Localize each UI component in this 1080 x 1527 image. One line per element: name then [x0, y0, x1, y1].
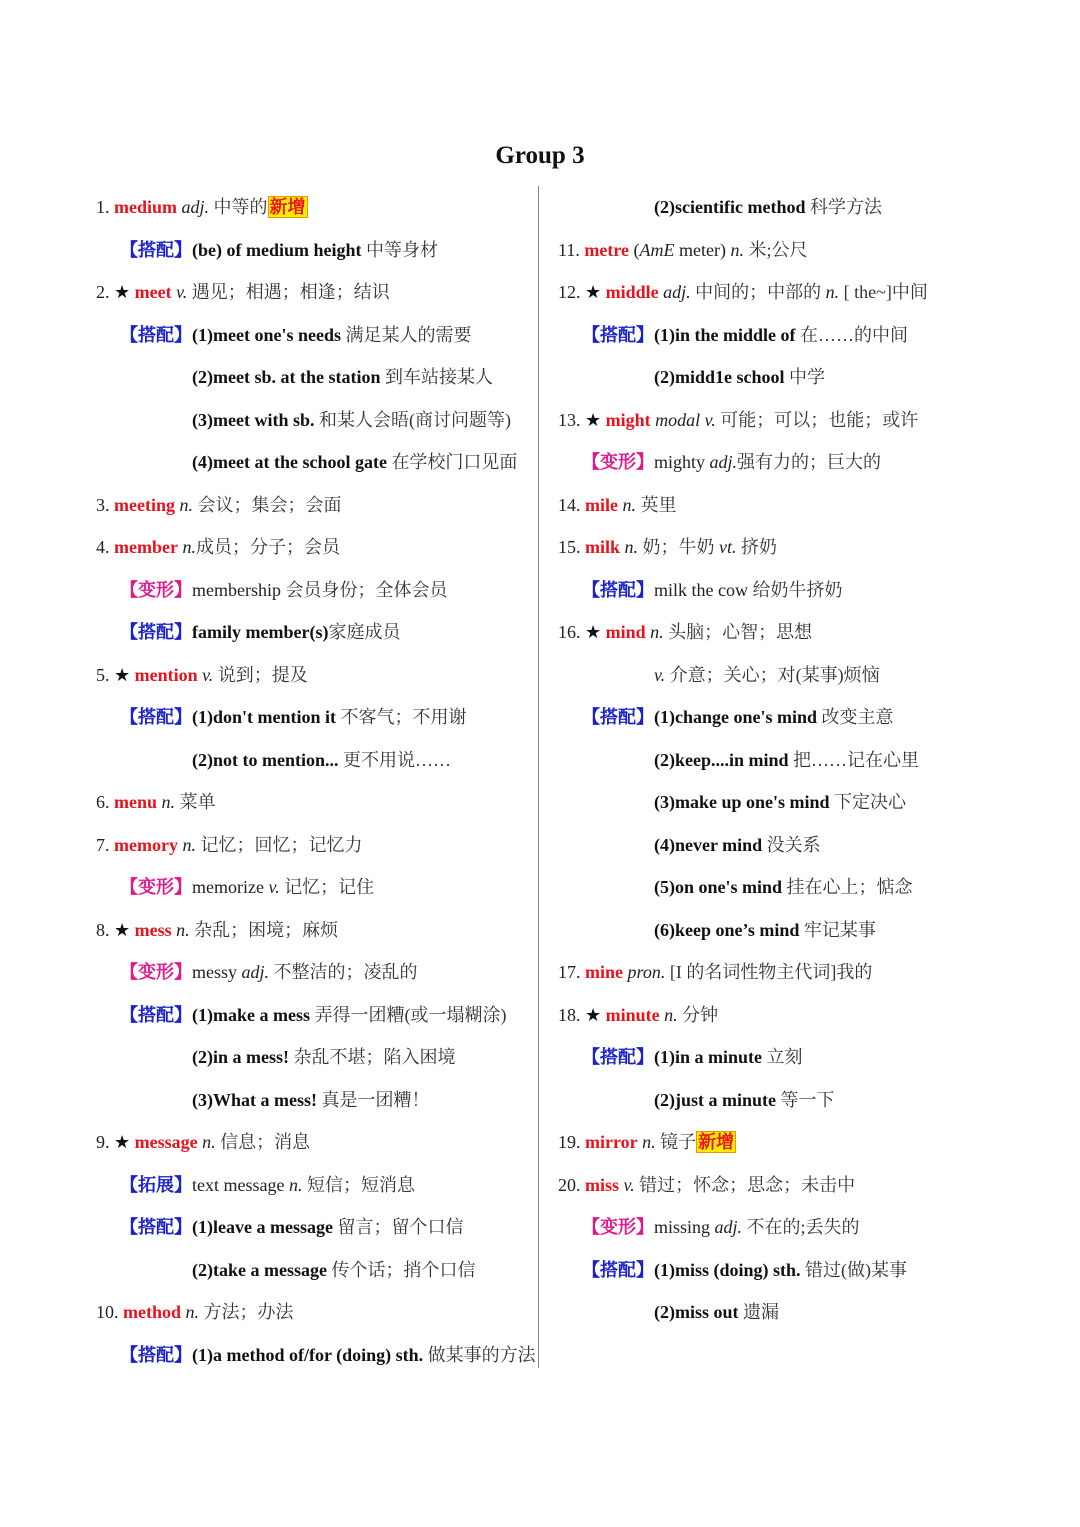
part-of-speech: n.: [825, 282, 840, 302]
definition: 中学: [784, 367, 825, 387]
headword: meet: [134, 282, 172, 302]
entry-detail: [558, 314, 1028, 357]
definition: 会员身份；全体会员: [280, 579, 448, 600]
entry-number: 16.: [558, 622, 581, 642]
headword: mirror: [585, 1132, 638, 1152]
vocab-entry: [96, 781, 532, 824]
headword: mind: [605, 622, 646, 642]
phrase: (2)not to mention...: [192, 749, 339, 770]
part-of-speech: n.: [624, 537, 639, 557]
detail-tag: 【搭配】: [582, 579, 654, 600]
part-of-speech: modal v.: [655, 409, 716, 430]
definition: 镜子: [655, 1132, 697, 1152]
headword: miss: [585, 1174, 620, 1195]
entry-detail-continuation: [96, 1079, 532, 1122]
definition: 英里: [636, 494, 677, 515]
phrase: (2)keep....in mind: [654, 749, 789, 770]
entry-number: 7.: [96, 834, 110, 855]
phrase: (6)keep one’s mind: [654, 919, 800, 940]
headword: mile: [585, 494, 618, 515]
part-of-speech: n.: [185, 1302, 199, 1322]
definition: 方法；办法: [199, 1302, 294, 1322]
phrase: (be) of medium height: [192, 239, 362, 260]
detail-tag: 【变形】: [120, 877, 192, 897]
headword: medium: [114, 197, 177, 217]
entry-detail-continuation: [558, 356, 1028, 399]
headword: mention: [134, 664, 198, 685]
phrase: (1)a method of/for (doing) sth.: [192, 1344, 424, 1365]
derived-word: mighty: [654, 452, 706, 472]
entry-detail: [558, 1249, 1028, 1292]
detail-tag: 【搭配】: [582, 707, 654, 727]
entry-number: 11.: [558, 239, 580, 260]
detail-tag: 【搭配】: [582, 1259, 654, 1280]
part-of-speech: v.: [654, 664, 666, 685]
definition: 错过(做)某事: [800, 1259, 908, 1280]
page-title: Group 3: [495, 142, 585, 169]
definition: 头脑；心智；思想: [663, 622, 813, 642]
left-column: [96, 186, 536, 1376]
variant-suffix: meter): [674, 239, 731, 260]
vocab-entry: [96, 824, 532, 867]
headword: message: [134, 1132, 198, 1152]
entry-number: 18.: [558, 1004, 581, 1025]
headword: might: [605, 409, 651, 430]
detail-tag: 【搭配】: [120, 707, 192, 727]
entry-number: 8.: [96, 919, 110, 940]
entry-detail: [558, 441, 1028, 484]
definition: 传个话；捎个口信: [326, 1259, 476, 1280]
derived-word: milk the cow: [654, 579, 748, 600]
right-column: [558, 186, 1028, 1334]
headword: minute: [605, 1004, 660, 1025]
part-of-speech: n.: [176, 919, 190, 940]
definition: 满足某人的需要: [340, 324, 472, 345]
part-of-speech: n.: [179, 494, 193, 515]
entry-detail-continuation: [558, 1079, 1028, 1122]
definition: 家庭成员: [328, 622, 401, 642]
definition: 留言；留个口信: [332, 1217, 464, 1237]
definition: 菜单: [175, 792, 216, 812]
entry-number: 4.: [96, 537, 110, 557]
headword: middle: [605, 282, 659, 302]
star-icon: ★: [585, 282, 602, 302]
entry-number: 19.: [558, 1132, 581, 1152]
derived-word: memorize: [192, 877, 264, 897]
entry-detail-continuation: [96, 441, 532, 484]
entry-detail: [96, 866, 532, 909]
headword: mess: [134, 919, 172, 940]
vocab-entry: [558, 1121, 1028, 1164]
vocab-entry: [558, 484, 1028, 527]
detail-tag: 【变形】: [120, 962, 192, 982]
part-of-speech: n.: [182, 537, 196, 557]
entry-detail: [96, 611, 532, 654]
phrase: (2)just a minute: [654, 1089, 776, 1110]
part-of-speech: n.: [161, 792, 176, 812]
detail-tag: 【变形】: [582, 452, 654, 472]
part-of-speech: n.: [182, 834, 196, 855]
definition: [I 的名词性物主代词]我的: [665, 962, 873, 982]
entry-number: 3.: [96, 494, 110, 515]
definition: 改变主意: [817, 707, 894, 727]
phrase: (2)in a mess!: [192, 1047, 289, 1067]
definition: 给奶牛挤奶: [747, 579, 843, 600]
phrase: (2)take a message: [192, 1259, 327, 1280]
derived-word: membership: [192, 579, 281, 600]
definition: 立刻: [762, 1047, 803, 1067]
vocab-entry: [96, 186, 532, 229]
part-of-speech: pron.: [627, 962, 666, 982]
definition: 介意；关心；对(某事)烦恼: [665, 664, 880, 685]
headword: milk: [585, 537, 621, 557]
vocab-entry: [96, 484, 532, 527]
vocab-entry: [96, 1291, 532, 1334]
vocab-entry: [558, 611, 1028, 654]
definition: 强有力的；巨大的: [737, 452, 882, 472]
star-icon: ★: [114, 919, 131, 940]
detail-tag: 【搭配】: [120, 1344, 192, 1365]
derived-word: text message: [192, 1174, 285, 1195]
definition: 可能；可以；也能；或许: [715, 409, 919, 430]
phrase: (3)meet with sb.: [192, 409, 315, 430]
vocab-entry: [558, 994, 1028, 1037]
phrase: (1)leave a message: [192, 1217, 333, 1237]
part-of-speech: v.: [623, 1174, 635, 1195]
definition: 科学方法: [805, 197, 882, 217]
entry-detail: [96, 696, 532, 739]
headword: metre: [584, 239, 629, 260]
derived-word: messy: [192, 962, 237, 982]
part-of-speech: n.: [622, 494, 636, 515]
entry-detail: [96, 1334, 536, 1377]
star-icon: ★: [585, 622, 602, 642]
entry-detail-continuation: [96, 1036, 532, 1079]
definition: 信息；消息: [215, 1132, 311, 1152]
vocab-entry: [96, 271, 532, 314]
part-of-speech: n.: [664, 1004, 678, 1025]
definition: 做某事的方法: [423, 1344, 536, 1365]
headword: menu: [114, 792, 158, 812]
entry-detail-continuation: [558, 186, 1028, 229]
definition: 没关系: [762, 834, 821, 855]
headword: memory: [114, 834, 178, 855]
entry-detail: [96, 994, 532, 1037]
definition: 杂乱不堪；陷入困境: [289, 1047, 456, 1067]
definition: 会议；集会；会面: [192, 494, 342, 515]
definition: 分钟: [677, 1004, 719, 1025]
entry-detail-continuation: [558, 824, 1028, 867]
vocab-entry: [558, 951, 1028, 994]
phrase: (1)don't mention it: [192, 707, 336, 727]
entry-detail: [96, 1164, 532, 1207]
phrase: (2)miss out: [654, 1302, 739, 1322]
entry-detail: [558, 696, 1028, 739]
headword: mine: [585, 962, 623, 982]
entry-detail: [558, 1206, 1028, 1249]
part-of-speech: v.: [202, 664, 214, 685]
phrase: (2)meet sb. at the station: [192, 367, 381, 387]
part-of-speech: n.: [288, 1174, 303, 1195]
detail-tag: 【拓展】: [120, 1174, 192, 1195]
entry-detail: [96, 229, 532, 272]
entry-detail-continuation: [558, 1291, 1028, 1334]
definition: 米;公尺: [743, 239, 808, 260]
entry-detail-continuation: [558, 739, 1028, 782]
definition: 真是一团糟！: [316, 1089, 430, 1110]
vocab-entry: [96, 654, 532, 697]
definition: 更不用说……: [338, 749, 451, 770]
detail-tag: 【搭配】: [120, 1217, 192, 1237]
definition: 中等身材: [361, 239, 438, 260]
entry-detail: [558, 569, 1028, 612]
star-icon: ★: [114, 1132, 131, 1152]
definition: 短信；短消息: [302, 1174, 415, 1195]
detail-tag: 【搭配】: [582, 324, 654, 345]
definition: 弄得一团糟(或一塌糊涂): [309, 1004, 507, 1025]
detail-tag: 【变形】: [582, 1217, 654, 1237]
definition: 牢记某事: [799, 919, 876, 940]
definition: 把……记在心里: [788, 749, 920, 770]
variant-region: AmE: [639, 239, 675, 260]
definition: 在……的中间: [795, 324, 908, 345]
definition: 记忆；记住: [279, 877, 375, 897]
entry-detail: [96, 1206, 532, 1249]
vocab-entry: [558, 526, 1028, 569]
phrase: family member(s): [192, 622, 329, 642]
new-badge: 新增: [698, 1132, 735, 1152]
entry-number: 14.: [558, 494, 581, 515]
vocab-entry: [558, 271, 1028, 314]
star-icon: ★: [114, 664, 131, 685]
definition: 在学校门口见面: [386, 452, 518, 472]
part-of-speech: adj.: [714, 1217, 743, 1237]
definition: 奶；牛奶: [638, 537, 720, 557]
definition: 记忆；回忆；记忆力: [195, 834, 363, 855]
definition: 挤奶: [736, 537, 778, 557]
entry-number: 12.: [558, 282, 581, 302]
vocab-entry: [558, 1164, 1028, 1207]
entry-number: 1.: [96, 197, 110, 217]
derived-word: missing: [654, 1217, 711, 1237]
vocab-entry: [558, 229, 1028, 272]
definition: 杂乱；困境；麻烦: [189, 919, 339, 940]
part-of-speech: n.: [642, 1132, 656, 1152]
entry-number: 5.: [96, 664, 110, 685]
entry-detail: [96, 569, 532, 612]
entry-detail: [558, 1036, 1028, 1079]
detail-tag: 【搭配】: [120, 324, 192, 345]
definition: 中等的: [209, 197, 268, 217]
phrase: (1)in a minute: [654, 1047, 762, 1067]
entry-detail: [96, 314, 532, 357]
phrase: (3)make up one's mind: [654, 792, 830, 812]
detail-tag: 【搭配】: [120, 239, 192, 260]
entry-detail-continuation: [96, 399, 532, 442]
star-icon: ★: [585, 409, 602, 430]
part-of-speech: adj.: [663, 282, 691, 302]
headword: meeting: [114, 494, 175, 515]
vocab-entry: [96, 909, 532, 952]
entry-number: 2.: [96, 282, 110, 302]
phrase: (4)meet at the school gate: [192, 452, 387, 472]
entry-detail-continuation: [96, 739, 532, 782]
definition: 不整洁的；凌乱的: [269, 962, 418, 982]
phrase: (1)meet one's needs: [192, 324, 341, 345]
star-icon: ★: [585, 1004, 602, 1025]
entry-number: 17.: [558, 962, 581, 982]
vocab-entry: [96, 1121, 532, 1164]
definition: 遗漏: [738, 1302, 779, 1322]
definition: 错过；怀念；思念；未击中: [634, 1174, 856, 1195]
phrase: (1)in the middle of: [654, 324, 796, 345]
phrase: (1)miss (doing) sth.: [654, 1259, 801, 1280]
definition: 等一下: [776, 1089, 835, 1110]
detail-tag: 【搭配】: [582, 1047, 654, 1067]
part-of-speech: vt.: [719, 537, 737, 557]
part-of-speech: n.: [730, 239, 744, 260]
entry-detail-continuation: [558, 866, 1028, 909]
entry-number: 10.: [96, 1302, 119, 1322]
definition: 成员；分子；会员: [195, 537, 340, 557]
definition: 不在的;丢失的: [742, 1217, 860, 1237]
definition: 到车站接某人: [380, 367, 493, 387]
definition: 遇见；相遇；相逢；结识: [187, 282, 390, 302]
entry-detail-continuation: [558, 654, 1028, 697]
part-of-speech: n.: [650, 622, 664, 642]
phrase: (1)make a mess: [192, 1004, 310, 1025]
variant-prefix: (: [628, 239, 640, 260]
phrase: (5)on one's mind: [654, 877, 783, 897]
definition: 下定决心: [829, 792, 907, 812]
phrase: (3)What a mess!: [192, 1089, 317, 1110]
definition: 挂在心上；惦念: [782, 877, 913, 897]
part-of-speech: adj.: [709, 452, 738, 472]
entry-detail-continuation: [558, 909, 1028, 952]
definition: 不客气；不用谢: [336, 707, 467, 727]
vocab-entry: [558, 399, 1028, 442]
phrase: (1)change one's mind: [654, 707, 818, 727]
entry-detail-continuation: [558, 781, 1028, 824]
vocab-entry: [96, 526, 532, 569]
new-badge: 新增: [269, 197, 306, 217]
entry-number: 6.: [96, 792, 110, 812]
part-of-speech: adj.: [241, 962, 270, 982]
definition: [ the~]中间: [839, 282, 928, 302]
part-of-speech: v.: [176, 282, 188, 302]
entry-detail-continuation: [96, 1249, 532, 1292]
part-of-speech: adj.: [181, 197, 210, 217]
definition: 说到；提及: [213, 664, 308, 685]
entry-number: 13.: [558, 409, 581, 430]
part-of-speech: v.: [268, 877, 280, 897]
detail-tag: 【变形】: [120, 579, 192, 600]
star-icon: ★: [114, 282, 131, 302]
entry-detail: [96, 951, 532, 994]
definition: 中间的；中部的: [690, 282, 826, 302]
entry-number: 20.: [558, 1174, 581, 1195]
detail-tag: 【搭配】: [120, 622, 192, 642]
phrase: (4)never mind: [654, 834, 763, 855]
definition: 和某人会晤(商讨问题等): [314, 409, 511, 430]
entry-number: 15.: [558, 537, 581, 557]
column-divider: [538, 186, 539, 1368]
part-of-speech: n.: [202, 1132, 216, 1152]
entry-detail-continuation: [96, 356, 532, 399]
detail-tag: 【搭配】: [120, 1004, 192, 1025]
phrase: (2)midd1e school: [654, 367, 785, 387]
headword: method: [123, 1302, 181, 1322]
phrase: (2)scientific method: [654, 197, 806, 217]
headword: member: [114, 537, 178, 557]
entry-number: 9.: [96, 1132, 110, 1152]
